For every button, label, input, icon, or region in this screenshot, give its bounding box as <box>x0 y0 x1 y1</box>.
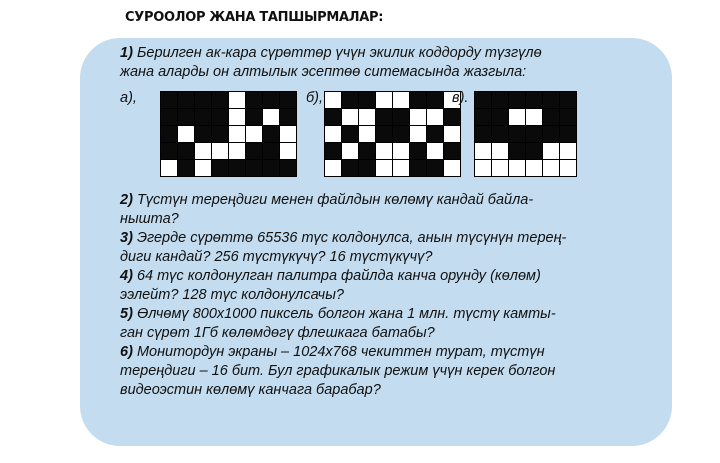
question-3-line1: Эгерде сүрөттө 65536 түс колдонулса, анын түсүнүн терең- <box>136 230 567 246</box>
pixel-cell <box>475 126 491 142</box>
pixel-cell <box>410 92 426 108</box>
pixel-cell <box>393 109 409 125</box>
pixel-cell <box>229 92 245 108</box>
pixel-cell <box>280 109 296 125</box>
pixel-cell <box>543 109 559 125</box>
pixel-cell <box>427 143 443 159</box>
question-1-line1: Берилген ак-кара сүрөттөр үчүн экилик коддорду түзгүлө <box>136 45 542 61</box>
pixel-cell <box>410 160 426 176</box>
pixel-cell <box>475 92 491 108</box>
pixel-cell <box>526 160 542 176</box>
pixel-cell <box>393 160 409 176</box>
pixel-cell <box>195 92 211 108</box>
question-6-number: 6) <box>120 344 133 360</box>
question-5-number: 5) <box>120 306 133 322</box>
pixel-cell <box>376 160 392 176</box>
pixel-cell <box>509 143 525 159</box>
pixel-cell <box>444 143 460 159</box>
pixel-cell <box>246 109 262 125</box>
pixel-cell <box>376 92 392 108</box>
question-2-line1: Түстүн тереңдиги менен файлдын көлөмү кандай байла- <box>136 192 534 208</box>
question-5-line1: Өлчөмү 800х1000 пиксель болгон жана 1 млн. түстү камты- <box>136 306 556 322</box>
pixel-cell <box>229 126 245 142</box>
pixel-cell <box>509 109 525 125</box>
pixel-cell <box>427 126 443 142</box>
pixel-cell <box>492 92 508 108</box>
question-6-line2: тереңдиги – 16 бит. Бул графикалык режим үчүн керек болгон <box>120 363 556 379</box>
question-5 <box>120 305 640 343</box>
pixel-cell <box>376 126 392 142</box>
pixel-cell <box>427 160 443 176</box>
pixel-cell <box>543 143 559 159</box>
pixel-cell <box>526 92 542 108</box>
pixel-cell <box>195 143 211 159</box>
pixel-cell <box>212 160 228 176</box>
pixel-cell <box>359 92 375 108</box>
pixel-cell <box>325 109 341 125</box>
pixel-cell <box>509 160 525 176</box>
question-5-line2: ган сүрөт 1Гб көлөмдөгү флешкага батабы? <box>120 325 435 341</box>
pixel-cell <box>263 126 279 142</box>
pixel-cell <box>492 160 508 176</box>
pixel-cell <box>376 109 392 125</box>
pixel-cell <box>475 109 491 125</box>
pixel-cell <box>427 109 443 125</box>
pixel-cell <box>229 109 245 125</box>
pixel-cell <box>246 92 262 108</box>
question-6-line3: видеоэстин көлөмү канчага барабар? <box>120 382 381 398</box>
pixel-cell <box>280 160 296 176</box>
pixel-cell <box>246 143 262 159</box>
pixel-cell <box>325 143 341 159</box>
pixel-cell <box>359 109 375 125</box>
pixel-grid-a <box>160 91 297 177</box>
pixel-cell <box>359 160 375 176</box>
pixel-cell <box>492 126 508 142</box>
question-2-number: 2) <box>120 192 133 208</box>
pixel-cell <box>342 109 358 125</box>
question-3-line2: диги кандай? 256 түстүкүчү? 16 түстүкүчү? <box>120 249 433 265</box>
question-4-line1: 64 түс колдонулган палитра файлда канча орунду (көлөм) <box>136 268 541 284</box>
pixel-cell <box>560 143 576 159</box>
question-4 <box>120 267 640 305</box>
pixel-cell <box>263 92 279 108</box>
pixel-cell <box>560 92 576 108</box>
pixel-cell <box>376 143 392 159</box>
pixel-cell <box>359 126 375 142</box>
pixel-cell <box>427 92 443 108</box>
pixel-cell <box>263 143 279 159</box>
pixel-cell <box>359 143 375 159</box>
question-2 <box>120 191 640 229</box>
pixel-cell <box>178 160 194 176</box>
question-6 <box>120 343 640 400</box>
pixel-cell <box>560 126 576 142</box>
pixel-grid-c <box>474 91 577 177</box>
pixel-cell <box>543 160 559 176</box>
pixel-cell <box>178 126 194 142</box>
pixel-cell <box>410 126 426 142</box>
pixel-cell <box>195 126 211 142</box>
pixel-cell <box>325 126 341 142</box>
pixel-cell <box>342 92 358 108</box>
pixel-cell <box>280 92 296 108</box>
pixel-cell <box>509 92 525 108</box>
pixel-cell <box>410 109 426 125</box>
image-b-label: б), <box>306 90 324 106</box>
pixel-cell <box>475 160 491 176</box>
pixel-cell <box>492 109 508 125</box>
question-6-line1: Монитордун экраны – 1024х768 чекиттен турат, түстүн <box>136 344 545 360</box>
pixel-cell <box>212 143 228 159</box>
pixel-cell <box>161 143 177 159</box>
pixel-cell <box>161 126 177 142</box>
pixel-cell <box>560 160 576 176</box>
question-1-number: 1) <box>120 45 133 61</box>
pixel-cell <box>325 92 341 108</box>
pixel-cell <box>342 160 358 176</box>
pixel-cell <box>560 109 576 125</box>
pixel-cell <box>229 160 245 176</box>
pixel-cell <box>263 160 279 176</box>
pixel-cell <box>526 143 542 159</box>
questions-list <box>120 191 640 400</box>
pixel-cell <box>161 160 177 176</box>
pixel-cell <box>543 126 559 142</box>
pixel-cell <box>280 126 296 142</box>
pixel-cell <box>526 109 542 125</box>
question-1-line2: жана аларды он алтылык эсептөө ситемасында жазгыла: <box>120 64 527 80</box>
question-4-line2: ээлейт? 128 түс колдонулсачы? <box>120 287 344 303</box>
pixel-cell <box>526 126 542 142</box>
pixel-cell <box>246 160 262 176</box>
image-a-label: а), <box>120 90 137 106</box>
pixel-cell <box>195 109 211 125</box>
pixel-cell <box>178 143 194 159</box>
pixel-cell <box>393 92 409 108</box>
section-heading: СУРООЛОР ЖАНА ТАПШЫРМАЛАР: <box>125 10 384 25</box>
pixel-cell <box>342 143 358 159</box>
pixel-cell <box>325 160 341 176</box>
pixel-cell <box>161 92 177 108</box>
pixel-cell <box>509 126 525 142</box>
question-2-line2: нышта? <box>120 211 179 227</box>
pixel-cell <box>212 126 228 142</box>
pixel-cell <box>393 126 409 142</box>
pixel-cell <box>212 109 228 125</box>
pixel-cell <box>342 126 358 142</box>
pixel-cell <box>195 160 211 176</box>
question-3 <box>120 229 640 267</box>
pixel-cell <box>212 92 228 108</box>
pixel-cell <box>280 143 296 159</box>
pixel-cell <box>492 143 508 159</box>
pixel-cell <box>410 143 426 159</box>
question-1 <box>120 44 640 82</box>
question-4-number: 4) <box>120 268 133 284</box>
pixel-cell <box>161 109 177 125</box>
pixel-cell <box>444 126 460 142</box>
pixel-cell <box>444 160 460 176</box>
pixel-cell <box>178 92 194 108</box>
pixel-cell <box>263 109 279 125</box>
question-3-number: 3) <box>120 230 133 246</box>
pixel-cell <box>444 109 460 125</box>
image-c-label: в). <box>452 90 469 106</box>
pixel-cell <box>543 92 559 108</box>
pixel-cell <box>246 126 262 142</box>
pixel-cell <box>178 109 194 125</box>
pixel-cell <box>475 143 491 159</box>
pixel-grid-b <box>324 91 461 177</box>
pixel-cell <box>393 143 409 159</box>
pixel-cell <box>229 143 245 159</box>
